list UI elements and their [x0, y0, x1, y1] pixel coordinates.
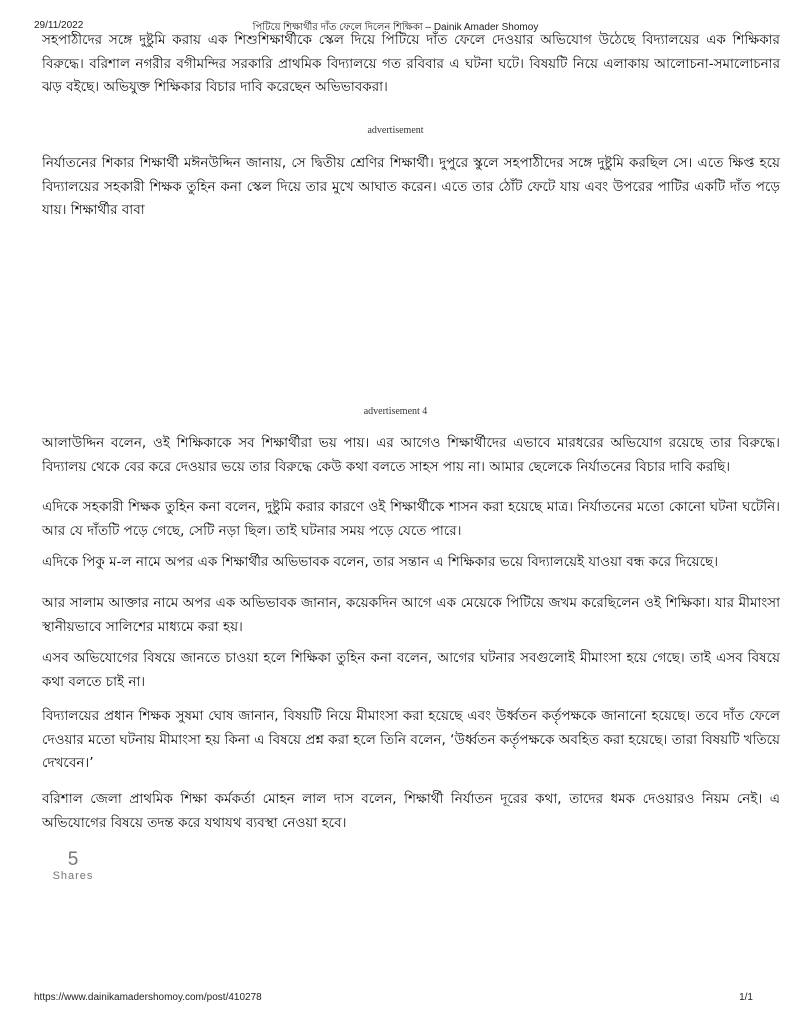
article-paragraph: আলাউদ্দিন বলেন, ওই শিক্ষিকাকে সব শিক্ষার্থীরা ভয় পায়। এর আগেও শিক্ষার্থীদের এভাবে মারধরের অভিযোগ রয়েছে তার বিরুদ্ধে। বিদ্যালয় থেকে বের করে দেওয়ার ভয়ে তার বিরুদ্ধে কেউ কথা বলতে সাহস পায় না। আমার ছেলেকে নির্যাতনের বিচার দাবি করছি। [42, 435, 780, 475]
page-url: https://www.dainikamadershomoy.com/post/410278 [34, 992, 262, 1003]
article-paragraph: আর সালাম আক্তার নামে অপর এক অভিভাবক জানান, কয়েকদিন আগে এক মেয়েকে পিটিয়ে জখম করেছিলেন ওই শিক্ষিকা। যার মীমাংসা স্থানীয়ভাবে সালিশের মাধ্যমে করা হয়। [42, 595, 780, 635]
article-paragraph: এদিকে পিকু ম-ল নামে অপর এক শিক্ষার্থীর অভিভাবক বলেন, তার সন্তান এ শিক্ষিকার ভয়ে বিদ্যালয়েই যাওয়া বন্ধ করে দিয়েছে। [42, 554, 719, 570]
article-paragraph: বিদ্যালয়ের প্রধান শিক্ষক সুষমা ঘোষ জানান, বিষয়টি নিয়ে মীমাংসা করা হয়েছে এবং উর্ধ্বতন কর্তৃপক্ষকে জানানো হয়েছে। তবে দাঁত ফেলে দেওয়ার মতো ঘটনায় মীমাংসা হয় কিনা এ বিষয়ে প্রশ্ন করা হলে তিনি বলেন, ‘উর্ধ্বতন কর্তৃপক্ষকে অবহিত করা হয়েছে। তারা বিষয়টি খতিয়ে দেখবেন।’ [42, 708, 780, 771]
article-paragraph: সহপাঠীদের সঙ্গে দুষ্টুমি করায় এক শিশুশিক্ষার্থীকে স্কেল দিয়ে পিটিয়ে দাঁত ফেলে দেওয়ার অভিযোগ উঠেছে বিদ্যালয়ের এক শিক্ষিকার বিরুদ্ধে। বরিশাল নগরীর বগীমন্দির সরকারি প্রাথমিক বিদ্যালয়ে গত রবিবার এ ঘটনা ঘটে। বিষয়টি নিয়ে এলাকায় আলোচনা-সমালোচনার ঝড় বইছে। অভিযুক্ত শিক্ষিকার বিচার দাবি করেছেন অভিভাবকরা। [42, 32, 780, 95]
share-count: 5 [67, 849, 79, 870]
article-paragraph: নির্যাতনের শিকার শিক্ষার্থী মঈনউদ্দিন জানায়, সে দ্বিতীয় শ্রেণির শিক্ষার্থী। দুপুরে স্কুলে সহপাঠীদের সঙ্গে দুষ্টুমি করছিল সে। এতে ক্ষিপ্ত হয়ে বিদ্যালয়ের সহকারী শিক্ষক তুহিন কনা স্কেল দিয়ে তার মুখে আঘাত করেন। এতে তার ঠোঁট ফেটে যায় এবং উপরের পাটির একটি দাঁত পড়ে যায়। শিক্ষার্থীর বাবা [42, 155, 780, 218]
page-title: পিটিয়ে শিক্ষার্থীর দাঁত ফেলে দিলেন শিক্ষিকা – Dainik Amader Shomoy [252, 22, 539, 33]
article-paragraph: এসব অভিযোগের বিষয়ে জানতে চাওয়া হলে শিক্ষিকা তুহিন কনা বলেন, আগের ঘটনার সবগুলোই মীমাংসা হয়ে গেছে। তাই এসব বিষয়ে কথা বলতে চাই না। [42, 650, 780, 690]
article-paragraph: বরিশাল জেলা প্রাথমিক শিক্ষা কর্মকর্তা মোহন লাল দাস বলেন, শিক্ষার্থী নির্যাতন দূরের কথা, তাদের ধমক দেওয়ারও নিয়ম নেই। এ অভিযোগের বিষয়ে তদন্ত করে যথাযথ ব্যবস্থা নেওয়া হবে। [42, 791, 780, 831]
share-counter[interactable] [50, 850, 96, 882]
share-label: Shares [52, 870, 94, 882]
advertisement-label: advertisement 4 [363, 406, 428, 417]
article-paragraph: এদিকে সহকারী শিক্ষক তুহিন কনা বলেন, দুষ্টুমি করার কারণে ওই শিক্ষার্থীকে শাসন করা হয়েছে মাত্র। নির্যাতনের মতো কোনো ঘটনা ঘটেনি। আর যে দাঁতটি পড়ে গেছে, সেটি নড়া ছিল। তাই ঘটনার সময় পড়ে যেতে পারে। [42, 499, 780, 539]
print-date: 29/11/2022 [34, 20, 84, 31]
advertisement-label: advertisement [367, 125, 424, 136]
page-number: 1/1 [739, 992, 753, 1003]
